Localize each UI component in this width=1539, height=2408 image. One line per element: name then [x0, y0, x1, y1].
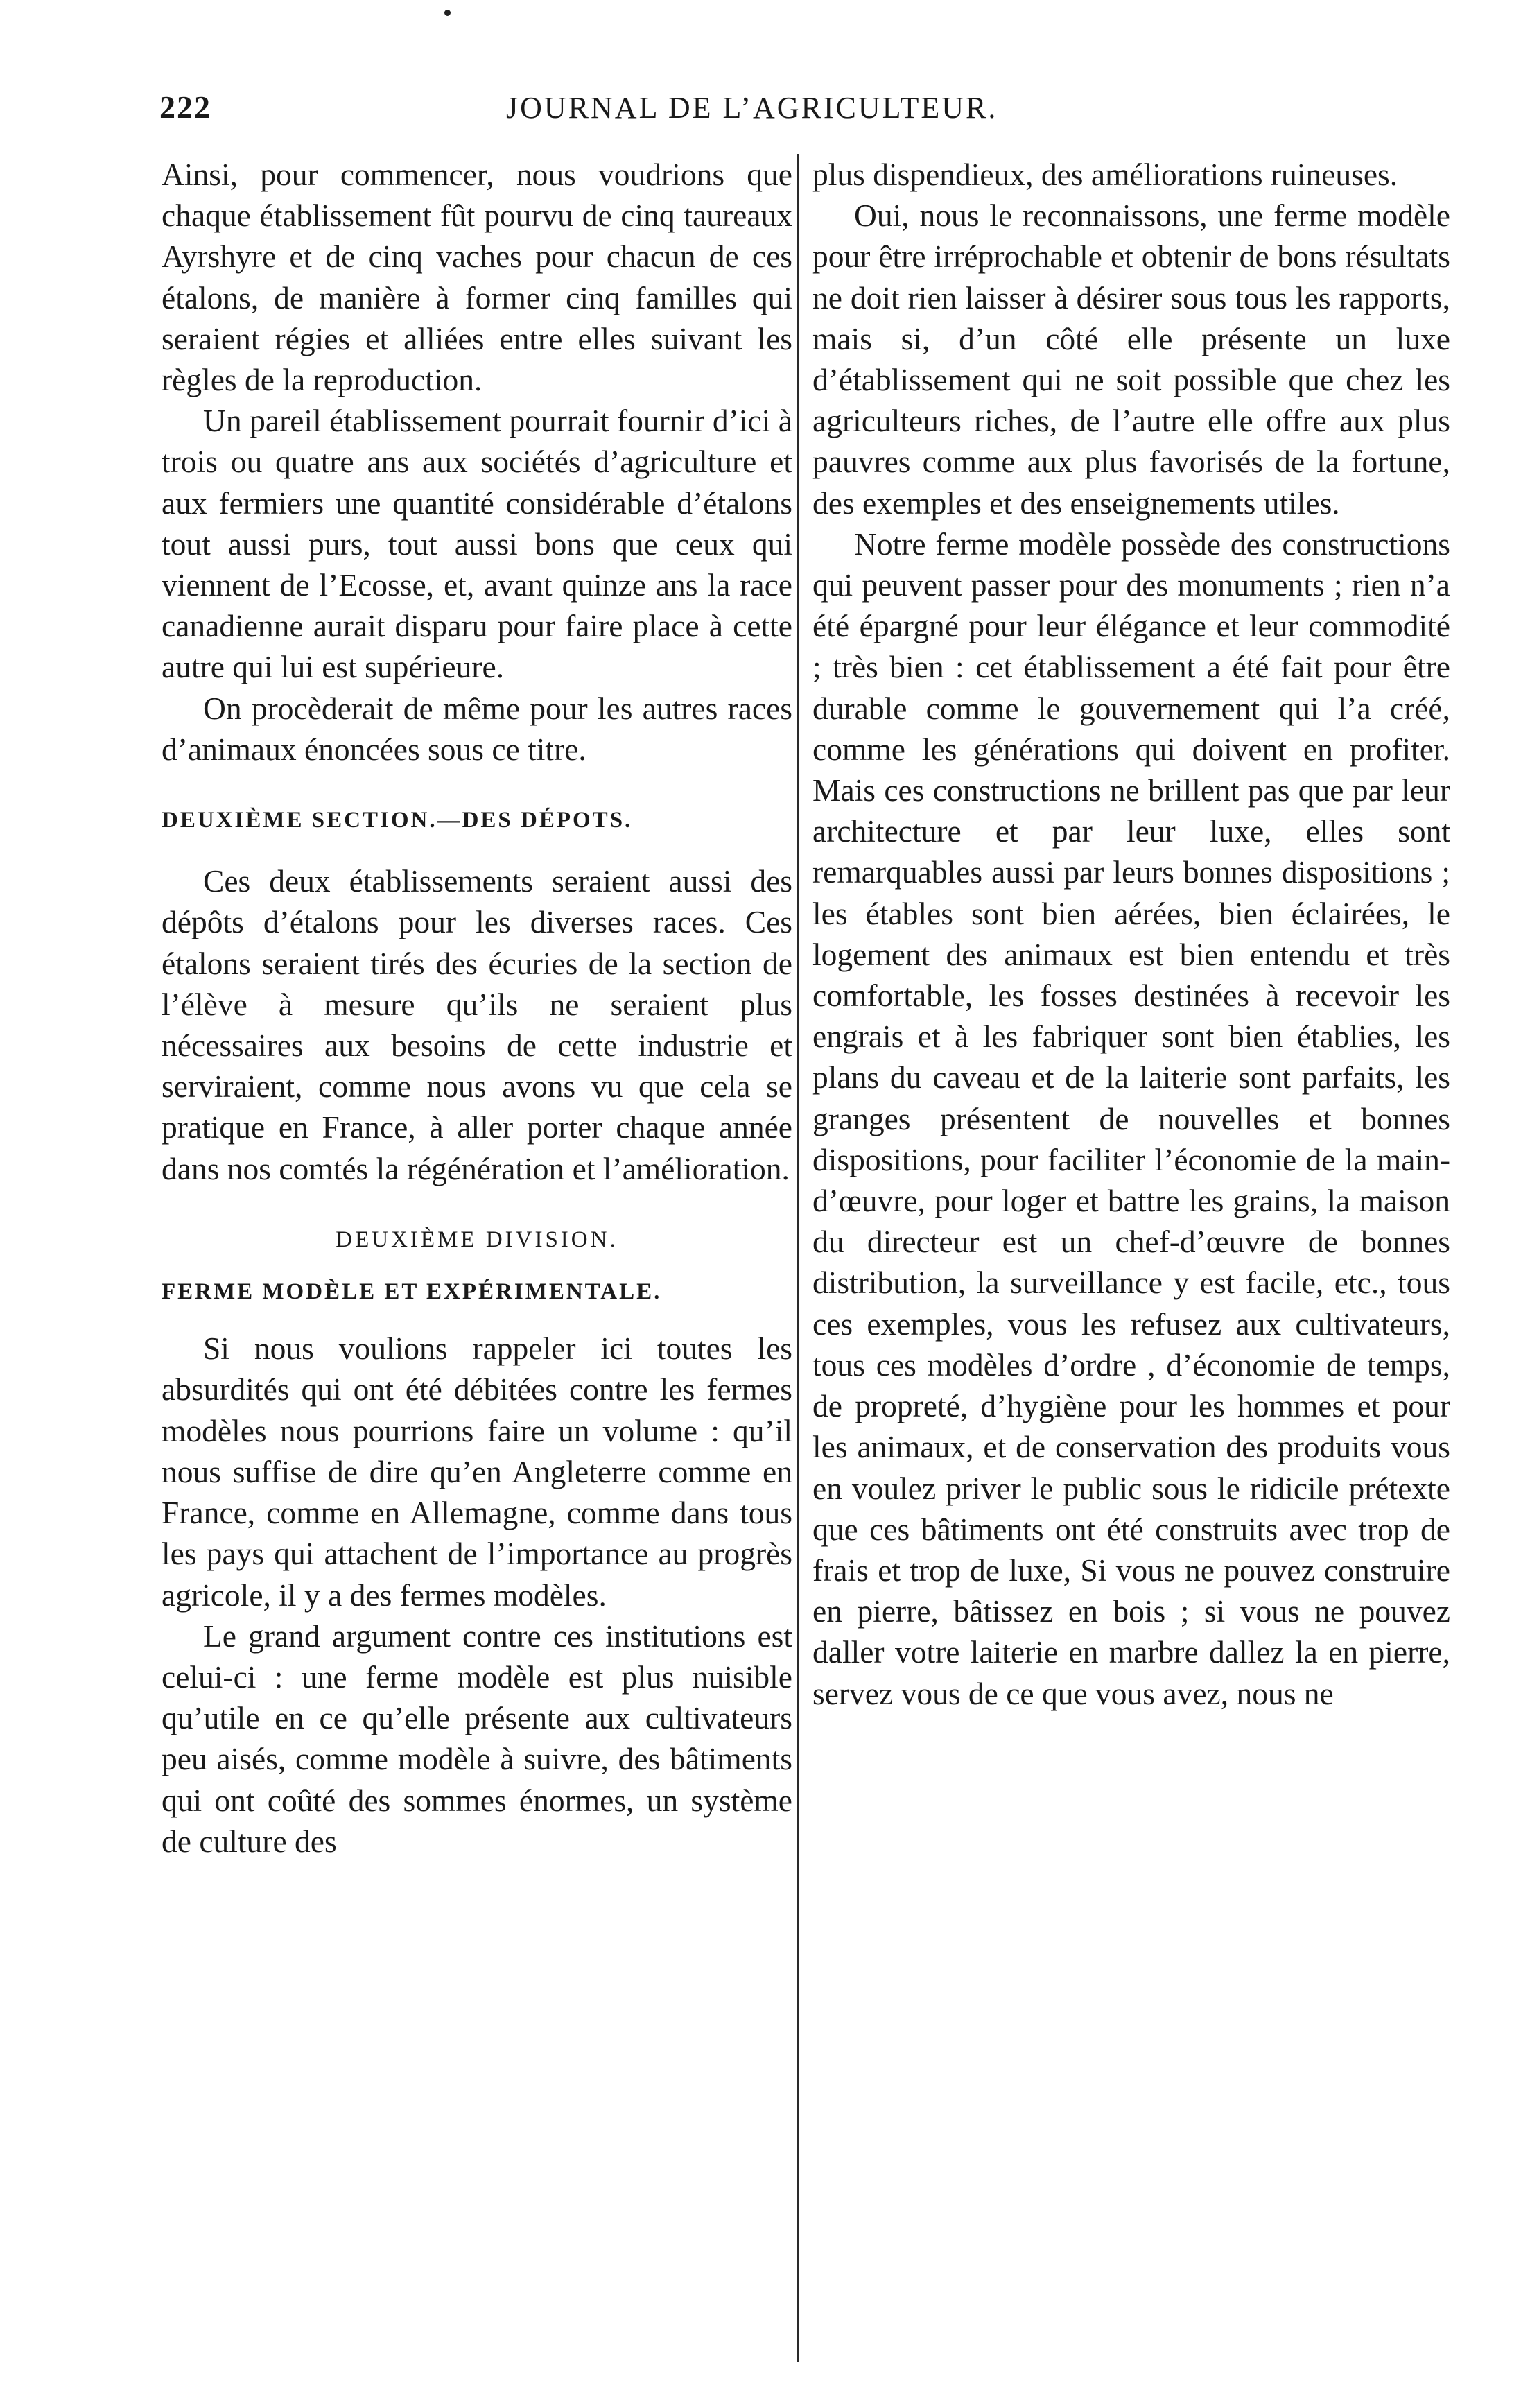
page-header: [159, 89, 1456, 137]
running-title: JOURNAL DE L’AGRICULTEUR.: [506, 91, 998, 125]
paragraph: Si nous voulions rappeler ici toutes les absurdités qui ont été débitées contre les fermes modèles nous pourrions faire un volume : qu’il nous suffise de dire qu’en Angleterre comme en France, comme en Allemagne, comme dans tous les pays qui attachent de l’importance au progrès agricole, il y a des fermes modèles.: [162, 1331, 792, 1613]
paragraph: Ces deux établissements seraient aussi des dépôts d’étalons pour les diverses races. Ces étalons seraient tirés des écuries de la section de l’élève à mesure qu’ils ne seraient plus nécessaires aux besoins de cette industrie et serviraient, comme nous avons vu que cela se pratique en France, à aller porter chaque année dans nos comtés la régénération et l’amélioration.: [162, 863, 792, 1186]
paragraph: Oui, nous le reconnaissons, une ferme modèle pour être irréprochable et obtenir de bons résultats ne doit rien laisser à désirer sous tous les rapports, mais si, d’un côté elle présente un luxe d’établissement qui ne soit possible que chez les agriculteurs riches, de l’autre elle offre aux plus pauvres comme aux plus favorisés de la fortune, des exemples et des enseignements utiles.: [812, 198, 1450, 521]
left-column: [162, 154, 792, 2373]
paragraph: Un pareil établissement pourrait fournir d’ici à trois ou quatre ans aux sociétés d’agriculture et aux fermiers une quantité considérable d’étalons tout aussi purs, tout aussi bons que ceux qui viennent de l’Ecosse, et, avant quinze ans la race canadienne aurait disparu pour faire place à cette autre qui lui est supérieure.: [162, 403, 792, 685]
paragraph: Ainsi, pour commencer, nous voudrions que chaque établissement fût pourvu de cinq taureaux Ayrshyre et de cinq vaches pour chacun de ces étalons, de manière à former cinq familles qui seraient régies et alliées entre elles suivant les règles de la reproduction.: [162, 157, 792, 398]
right-column: [812, 154, 1450, 2373]
page-number: 222: [159, 89, 211, 125]
ink-speck-top: [444, 10, 451, 16]
column-rule: [797, 154, 799, 2362]
paragraph: On procèderait de même pour les autres races d’animaux énoncées sous ce titre.: [162, 690, 792, 767]
paragraph: Le grand argument contre ces institutions est celui-ci : une ferme modèle est plus nuisible qu’utile en ce qu’elle présente aux cultivateurs peu aisés, comme modèle à suivre, des bâtiments qui ont coûté des sommes énormes, un système de culture des: [162, 1618, 792, 1859]
paragraph: Notre ferme modèle possède des constructions qui peuvent passer pour des monuments ; rien n’a été épargné pour leur élégance et leur commodité ; très bien : cet établissement a été fait pour être durable comme le gouvernement qui l’a créé, comme les générations qui doivent en profiter. Mais ces constructions ne brillent pas que par leur architecture et par leur luxe, elles sont remarquables aussi par leurs bonnes dispositions ; les étables sont bien aérées, bien éclairées, le logement des animaux est bien entendu et très comfortable, les fosses destinées à recevoir les engrais et à les fabriquer sont bien établies, les plans du caveau et de la laiterie sont parfaits, les granges présentent de nouvelles et bonnes dispositions, pour faciliter l’économie de la main-d’œuvre, pour loger et battre les grains, la maison du directeur est un chef-d’œuvre de bonnes distribution, la surveillance y est facile, etc., tous ces exemples, vous les refusez aux cultivateurs, tous ces modèles d’ordre , d’économie de temps, de propreté, d’hygiène pour les hommes et pour les animaux, et de conservation des produits vous en voulez priver le public sous le ridicile prétexte que ces bâtiments ont été construits avec trop de frais et trop de luxe, Si vous ne pouvez construire en pierre, bâtissez en bois ; si vous ne pouvez daller votre laiterie en marbre dallez la en pierre, servez vous de ce que vous avez, nous ne: [812, 526, 1450, 1711]
paragraph: plus dispendieux, des améliorations ruineuses.: [812, 157, 1398, 192]
section-heading: DEUXIÈME SECTION.—DES DÉPOTS.: [162, 808, 633, 833]
subsection-heading: FERME MODÈLE ET EXPÉRIMENTALE.: [162, 1279, 662, 1305]
division-heading: DEUXIÈME DIVISION.: [336, 1227, 618, 1252]
